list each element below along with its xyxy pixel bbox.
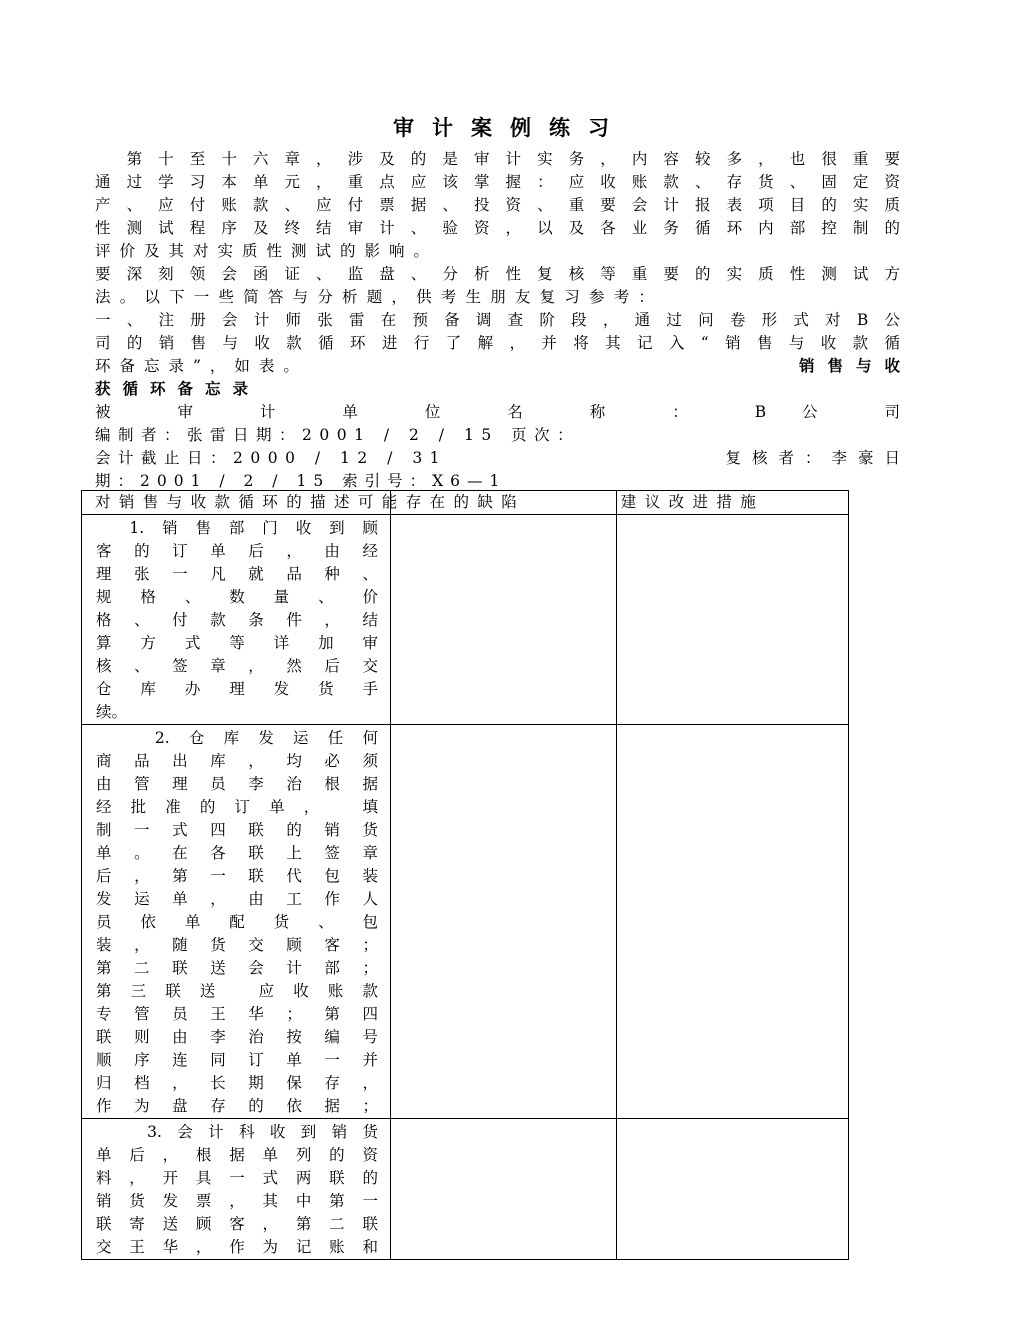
cutoff-line [95, 447, 911, 469]
cell-line: 联寄送顾客，第二联 [96, 1215, 378, 1233]
intro-line: 性测试程序及终结审计、验资，以及各业务循环内部控制的 [95, 219, 900, 237]
description-cell [82, 725, 391, 1119]
intro-line-text: 环备忘录”，如表。 [95, 357, 308, 375]
cell-line: 单。在各联上签章 [96, 844, 378, 862]
cell-line: 发运单，由工作人 [96, 890, 378, 908]
cell-line: 格、付款条件，结 [96, 611, 378, 629]
cell-line: 客的订单后，由经 [96, 542, 378, 560]
memo-title-part2: 获循环备忘录 [95, 380, 261, 398]
intro-line: 法。以下一些简答与分析题，供考生朋友复习参考： [95, 288, 664, 306]
intro-line: 产、应付账款、应付票据、投资、重要会计报表项目的实质 [95, 196, 900, 214]
deficiency-cell [391, 515, 617, 725]
cell-line: 后，第一联代包装 [96, 867, 378, 885]
date-index-line: 期：2001 / 2 / 15 索引号：X6—1 [95, 472, 507, 490]
deficiency-cell [391, 1119, 617, 1260]
cell-line: 算方式等详加审 [96, 634, 378, 652]
intro-line [95, 355, 913, 377]
cell-line: 销货发票，其中第一 [96, 1192, 378, 1210]
improvement-cell [617, 1119, 849, 1260]
cell-line: 专管员王华；第四 [96, 1005, 378, 1023]
table-row [82, 725, 849, 1119]
cell-line: 第二联送会计部； [96, 959, 378, 977]
cell-line: 2.仓库发运任何 [96, 729, 378, 747]
description-cell [82, 515, 391, 725]
cell-line: 仓库办理发货手 [96, 680, 378, 698]
table-row [82, 515, 849, 725]
improvement-cell [617, 515, 849, 725]
audited-unit-line: 被 审 计 单 位 名 称 ： B 公 司 [95, 403, 900, 421]
reviewer-label: 复核者：李豪日 [725, 449, 911, 467]
intro-line: 评价及其对实质性测试的影响。 [95, 242, 439, 260]
table-header-text: 对销售与收款循环的描述可能存在的缺陷 建议改进措施 [95, 493, 765, 511]
cell-line: 商品出库，均必须 [96, 752, 378, 770]
cell-line: 料，开具一式两联的 [96, 1169, 378, 1187]
intro-line: 第十至十六章，涉及的是审计实务，内容较多，也很重要 [95, 150, 900, 168]
cell-line: 3.会计科收到销货 [96, 1123, 378, 1141]
deficiency-cell [391, 725, 617, 1119]
description-cell [82, 1119, 391, 1260]
cell-line: 联则由李治按编号 [96, 1028, 378, 1046]
intro-line: 通过学习本单元，重点应该掌握：应收账款、存货、固定资 [95, 173, 900, 191]
prepared-by-line: 编制者：张雷日期：2001 / 2 / 15 页次： [95, 426, 581, 444]
table-row [82, 1119, 849, 1260]
cell-line: 作为盘存的依据； [96, 1097, 378, 1115]
cell-line: 顺序连同订单一并 [96, 1051, 378, 1069]
cell-line: 装，随货交顾客； [96, 936, 378, 954]
cell-line: 经批准的订单， 填 [96, 798, 378, 816]
cell-line: 续。 [96, 703, 128, 721]
page-title: 审计案例练习 [393, 116, 627, 140]
improvement-cell [617, 725, 849, 1119]
cell-line: 1.销售部门收到顾 [96, 519, 378, 537]
cell-line: 由管理员李治根据 [96, 775, 378, 793]
cell-line: 交王华，作为记账和 [96, 1238, 378, 1256]
cell-line: 理张一凡就品种、 [96, 565, 378, 583]
memo-title-part1: 销售与收 [798, 357, 913, 375]
cell-line: 员依单配货、包 [96, 913, 378, 931]
intro-line: 一、注册会计师张雷在预备调查阶段，通过问卷形式对B公 [95, 311, 900, 329]
cell-line: 单后，根据单列的资 [96, 1146, 378, 1164]
cell-line: 第三联送 应收账款 [96, 982, 378, 1000]
intro-line: 司的销售与收款循环进行了解，并将其记入“销售与收款循 [95, 334, 900, 352]
cell-line: 归档，长期保存， [96, 1074, 378, 1092]
cell-line: 制一式四联的销货 [96, 821, 378, 839]
memo-table [81, 490, 849, 1260]
cell-line: 核、签章，然后交 [96, 657, 378, 675]
cell-line: 规格、数量、价 [96, 588, 378, 606]
intro-line: 要深刻领会函证、监盘、分析性复核等重要的实质性测试方 [95, 265, 900, 283]
cutoff-date-text: 会计截止日：2000 / 12 / 31 [95, 449, 448, 467]
